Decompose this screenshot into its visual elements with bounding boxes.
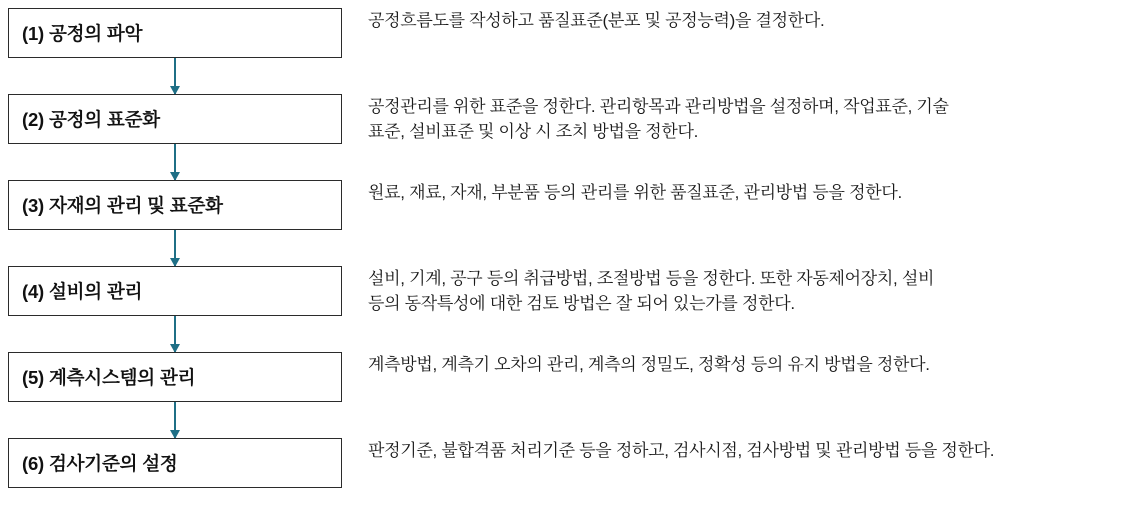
step-box-cell (0, 266, 345, 316)
arrow-down-icon-2 (174, 144, 176, 180)
flow-row (0, 94, 1145, 180)
flow-row (0, 352, 1145, 438)
step-box-cell (0, 352, 345, 402)
step-box-1: (1) 공정의 파악 (8, 8, 342, 58)
flow-row (0, 266, 1145, 352)
arrow-down-icon-5 (174, 402, 176, 438)
step-description-6: 판정기준, 불합격품 처리기준 등을 정하고, 검사시점, 검사방법 및 관리방법 등을 정한다. (368, 441, 995, 460)
step-description-5: 계측방법, 계측기 오차의 관리, 계측의 정밀도, 정확성 등의 유지 방법을 정한다. (368, 355, 930, 374)
step-description-2: 공정관리를 위한 표준을 정한다. 관리항목과 관리방법을 설정하며, 작업표준, 기술 표준, 설비표준 및 이상 시 조치 방법을 정한다. (368, 97, 949, 141)
step-box-cell (0, 8, 345, 58)
step-box-4: (4) 설비의 관리 (8, 266, 342, 316)
flow-row (0, 438, 1145, 518)
flow-row (0, 180, 1145, 266)
step-box-5: (5) 계측시스템의 관리 (8, 352, 342, 402)
step-description-3: 원료, 재료, 자재, 부분품 등의 관리를 위한 품질표준, 관리방법 등을 정한다. (368, 183, 902, 202)
step-box-6: (6) 검사기준의 설정 (8, 438, 342, 488)
arrow-down-icon-3 (174, 230, 176, 266)
step-box-3: (3) 자재의 관리 및 표준화 (8, 180, 342, 230)
step-description-1: 공정흐름도를 작성하고 품질표준(분포 및 공정능력)을 결정한다. (368, 11, 825, 30)
step-description-4: 설비, 기계, 공구 등의 취급방법, 조절방법 등을 정한다. 또한 자동제어장치, 설비 등의 동작특성에 대한 검토 방법은 잘 되어 있는가를 정한다. (368, 269, 935, 313)
step-box-cell (0, 438, 345, 488)
flow-row (0, 8, 1145, 94)
step-box-2: (2) 공정의 표준화 (8, 94, 342, 144)
step-box-cell (0, 180, 345, 230)
step-box-cell (0, 94, 345, 144)
arrow-down-icon-1 (174, 58, 176, 94)
arrow-down-icon-4 (174, 316, 176, 352)
